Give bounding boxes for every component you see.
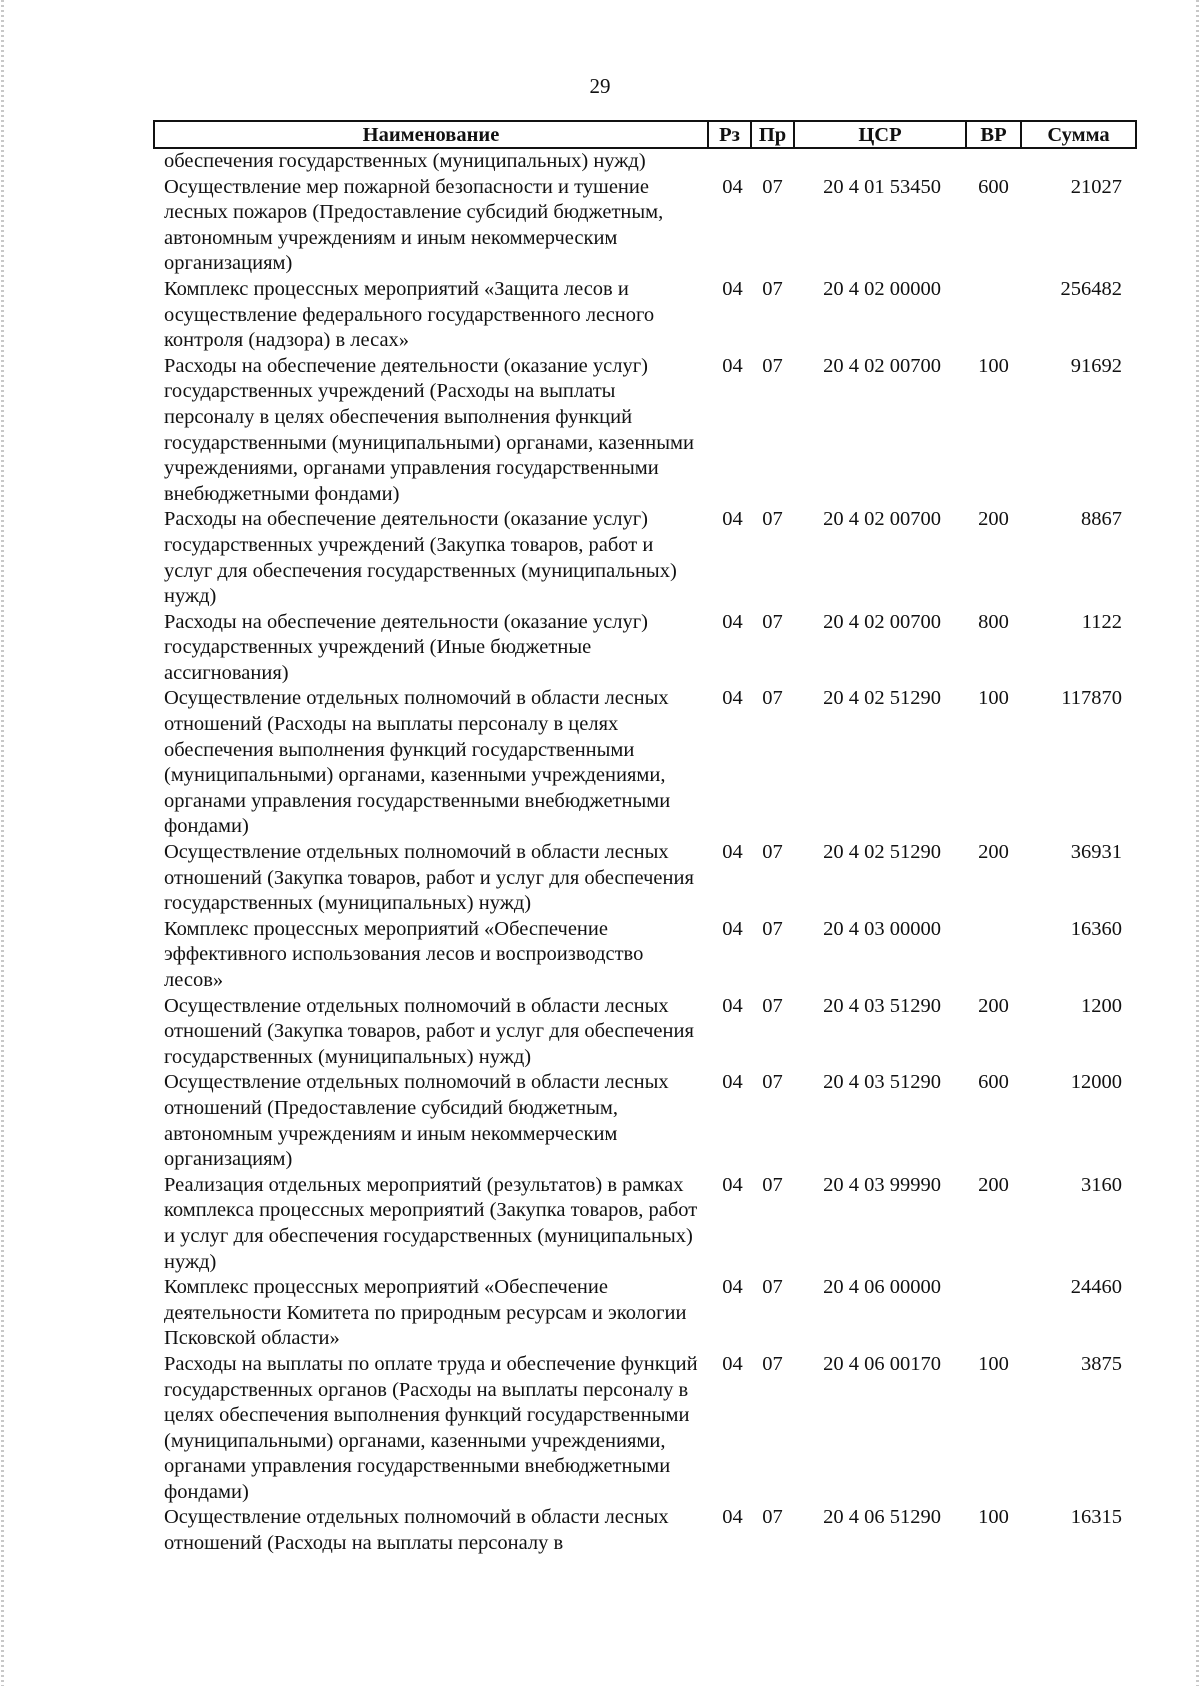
table-row: [154, 277, 1136, 354]
cell-csr: 20 4 02 00700: [823, 508, 941, 531]
cell-vr: 200: [978, 994, 1009, 1017]
cell-vr: 100: [978, 687, 1009, 710]
cell-pr: 07: [762, 354, 783, 377]
cell-rz: 04: [722, 687, 743, 710]
cell-rz: 04: [722, 1276, 743, 1299]
table-row: [154, 1352, 1136, 1506]
cell-rz: 04: [722, 917, 743, 940]
cell-vr: [966, 1275, 1021, 1352]
cell-csr: 20 4 03 99990: [823, 1173, 941, 1196]
cell-pr: [751, 148, 794, 175]
table-row: [154, 1070, 1136, 1172]
table-row: [154, 917, 1136, 994]
table-row: [154, 610, 1136, 687]
table-row: [154, 686, 1136, 840]
cell-csr: 20 4 02 51290: [823, 687, 941, 710]
cell-name: Осуществление отдельных полномочий в области лесных отношений (Расходы на выплаты персоналу в целях обеспечения выполнения функций государственными (муниципальными) органами, казенными учреждениями, органами управления государственными внебюджетными фондами): [164, 687, 671, 838]
cell-rz: 04: [722, 277, 743, 300]
cell-csr: 20 4 02 00000: [823, 277, 941, 300]
cell-pr: 07: [762, 841, 783, 864]
cell-name: Реализация отдельных мероприятий (результатов) в рамках комплекса процессных мероприятий (Закупка товаров, работ и услуг для обеспечения государственных (муниципальных) нужд): [164, 1173, 698, 1273]
table-body: [154, 148, 1136, 1557]
cell-name: Осуществление отдельных полномочий в области лесных отношений (Закупка товаров, работ и услуг для обеспечения государственных (муниципальных) нужд): [164, 841, 694, 915]
cell-pr: 07: [762, 1276, 783, 1299]
cell-sum: 24460: [1070, 1276, 1122, 1299]
cell-vr: 800: [978, 610, 1009, 633]
cell-vr: [966, 277, 1021, 354]
cell-csr: [794, 148, 966, 175]
cell-pr: 07: [762, 1506, 783, 1529]
table-row: [154, 994, 1136, 1071]
cell-pr: 07: [762, 994, 783, 1017]
table-row: [154, 354, 1136, 508]
cell-sum: 256482: [1060, 277, 1122, 300]
cell-vr: 600: [978, 175, 1009, 198]
cell-csr: 20 4 03 51290: [823, 1071, 941, 1094]
cell-rz: 04: [722, 841, 743, 864]
cell-sum: [1021, 148, 1136, 175]
cell-sum: 8867: [1081, 508, 1122, 531]
cell-name: Осуществление отдельных полномочий в области лесных отношений (Закупка товаров, работ и услуг для обеспечения государственных (муниципальных) нужд): [164, 994, 694, 1068]
cell-vr: 600: [978, 1071, 1009, 1094]
cell-rz: 04: [722, 175, 743, 198]
cell-csr: 20 4 02 00700: [823, 610, 941, 633]
cell-sum: 117870: [1061, 687, 1122, 710]
cell-rz: 04: [722, 508, 743, 531]
cell-vr: [966, 917, 1021, 994]
cell-rz: 04: [722, 1506, 743, 1529]
cell-sum: 36931: [1070, 841, 1122, 864]
cell-sum: 1122: [1081, 610, 1122, 633]
cell-sum: 3875: [1081, 1352, 1122, 1375]
cell-pr: 07: [762, 610, 783, 633]
cell-sum: 3160: [1081, 1173, 1122, 1196]
cell-rz: 04: [722, 1173, 743, 1196]
table-row: [154, 148, 1136, 175]
header-name: Наименование: [154, 121, 708, 148]
cell-vr: 100: [978, 354, 1009, 377]
cell-name: Расходы на обеспечение деятельности (оказание услуг) государственных учреждений (Расходы на выплаты персоналу в целях обеспечения выполнения функций государственными (муниципальными) органами, казенными учреждениями, органами управления государственными внебюджетными фондами): [164, 354, 694, 505]
cell-sum: 91692: [1070, 354, 1122, 377]
header-csr: ЦСР: [794, 121, 966, 148]
table-header-row: [154, 121, 1136, 148]
cell-csr: 20 4 06 00000: [823, 1276, 941, 1299]
scan-edge-left: [1, 0, 4, 1686]
cell-csr: 20 4 03 51290: [823, 994, 941, 1017]
cell-csr: 20 4 03 00000: [823, 917, 941, 940]
cell-name: Осуществление отдельных полномочий в области лесных отношений (Расходы на выплаты персоналу в: [164, 1506, 669, 1555]
cell-pr: 07: [762, 917, 783, 940]
cell-vr: 200: [978, 508, 1009, 531]
cell-pr: 07: [762, 1071, 783, 1094]
page-number: 29: [589, 74, 611, 98]
cell-name: Комплекс процессных мероприятий «Обеспечение эффективного использования лесов и воспроизводство лесов»: [164, 917, 644, 991]
table-row: [154, 1505, 1136, 1556]
table-header: [154, 121, 1136, 148]
cell-pr: 07: [762, 687, 783, 710]
cell-csr: 20 4 06 51290: [823, 1506, 941, 1529]
table-row: [154, 1275, 1136, 1352]
cell-sum: 21027: [1070, 175, 1122, 198]
cell-pr: 07: [762, 277, 783, 300]
header-vr: ВР: [966, 121, 1021, 148]
cell-vr: 200: [978, 1173, 1009, 1196]
cell-rz: 04: [722, 610, 743, 633]
cell-name: Расходы на выплаты по оплате труда и обеспечение функций государственных органов (Расходы на выплаты персоналу в целях обеспечения выполнения функций государственными (муниципальными) органами, казенными учреждениями, органами управления государственными внебюджетными фондами): [164, 1352, 698, 1503]
cell-pr: 07: [762, 1352, 783, 1375]
cell-name: Комплекс процессных мероприятий «Обеспечение деятельности Комитета по природным ресурсам и экологии Псковской области»: [164, 1276, 687, 1350]
cell-name: Расходы на обеспечение деятельности (оказание услуг) государственных учреждений (Закупка товаров, работ и услуг для обеспечения государственных (муниципальных) нужд): [164, 508, 677, 608]
cell-rz: 04: [722, 1071, 743, 1094]
cell-name: Комплекс процессных мероприятий «Защита лесов и осуществление федерального государственного лесного контроля (надзора) в лесах»: [164, 277, 655, 352]
cell-pr: 07: [762, 175, 783, 198]
cell-rz: 04: [722, 1352, 743, 1375]
cell-csr: 20 4 02 51290: [823, 841, 941, 864]
cell-csr: 20 4 02 00700: [823, 354, 941, 377]
cell-name: Расходы на обеспечение деятельности (оказание услуг) государственных учреждений (Иные бюджетные ассигнования): [164, 610, 648, 684]
header-sum: Сумма: [1021, 121, 1136, 148]
budget-table: [153, 120, 1137, 1557]
cell-sum: 12000: [1070, 1071, 1122, 1094]
cell-vr: 100: [978, 1506, 1009, 1529]
header-rz: Рз: [708, 121, 751, 148]
table-row: [154, 507, 1136, 609]
cell-csr: 20 4 01 53450: [823, 175, 941, 198]
cell-sum: 1200: [1081, 994, 1122, 1017]
cell-name: Осуществление отдельных полномочий в области лесных отношений (Предоставление субсидий бюджетным, автономным учреждениям и иным некоммерческим организациям): [164, 1071, 669, 1171]
table-row: [154, 175, 1136, 277]
cell-vr: [966, 148, 1021, 175]
cell-csr: 20 4 06 00170: [823, 1352, 941, 1375]
cell-vr: 100: [978, 1352, 1009, 1375]
cell-rz: 04: [722, 994, 743, 1017]
cell-rz: [708, 148, 751, 175]
table-row: [154, 840, 1136, 917]
cell-sum: 16360: [1070, 917, 1122, 940]
cell-sum: 16315: [1070, 1506, 1122, 1529]
cell-name: Осуществление мер пожарной безопасности и тушение лесных пожаров (Предоставление субсидий бюджетным, автономным учреждениям и иным некоммерческим организациям): [164, 175, 664, 275]
cell-pr: 07: [762, 1173, 783, 1196]
table-row: [154, 1173, 1136, 1275]
header-pr: Пр: [751, 121, 794, 148]
cell-vr: 200: [978, 841, 1009, 864]
cell-pr: 07: [762, 508, 783, 531]
scan-edge-right: [1196, 0, 1199, 1686]
cell-name: обеспечения государственных (муниципальных) нужд): [164, 150, 646, 172]
cell-rz: 04: [722, 354, 743, 377]
